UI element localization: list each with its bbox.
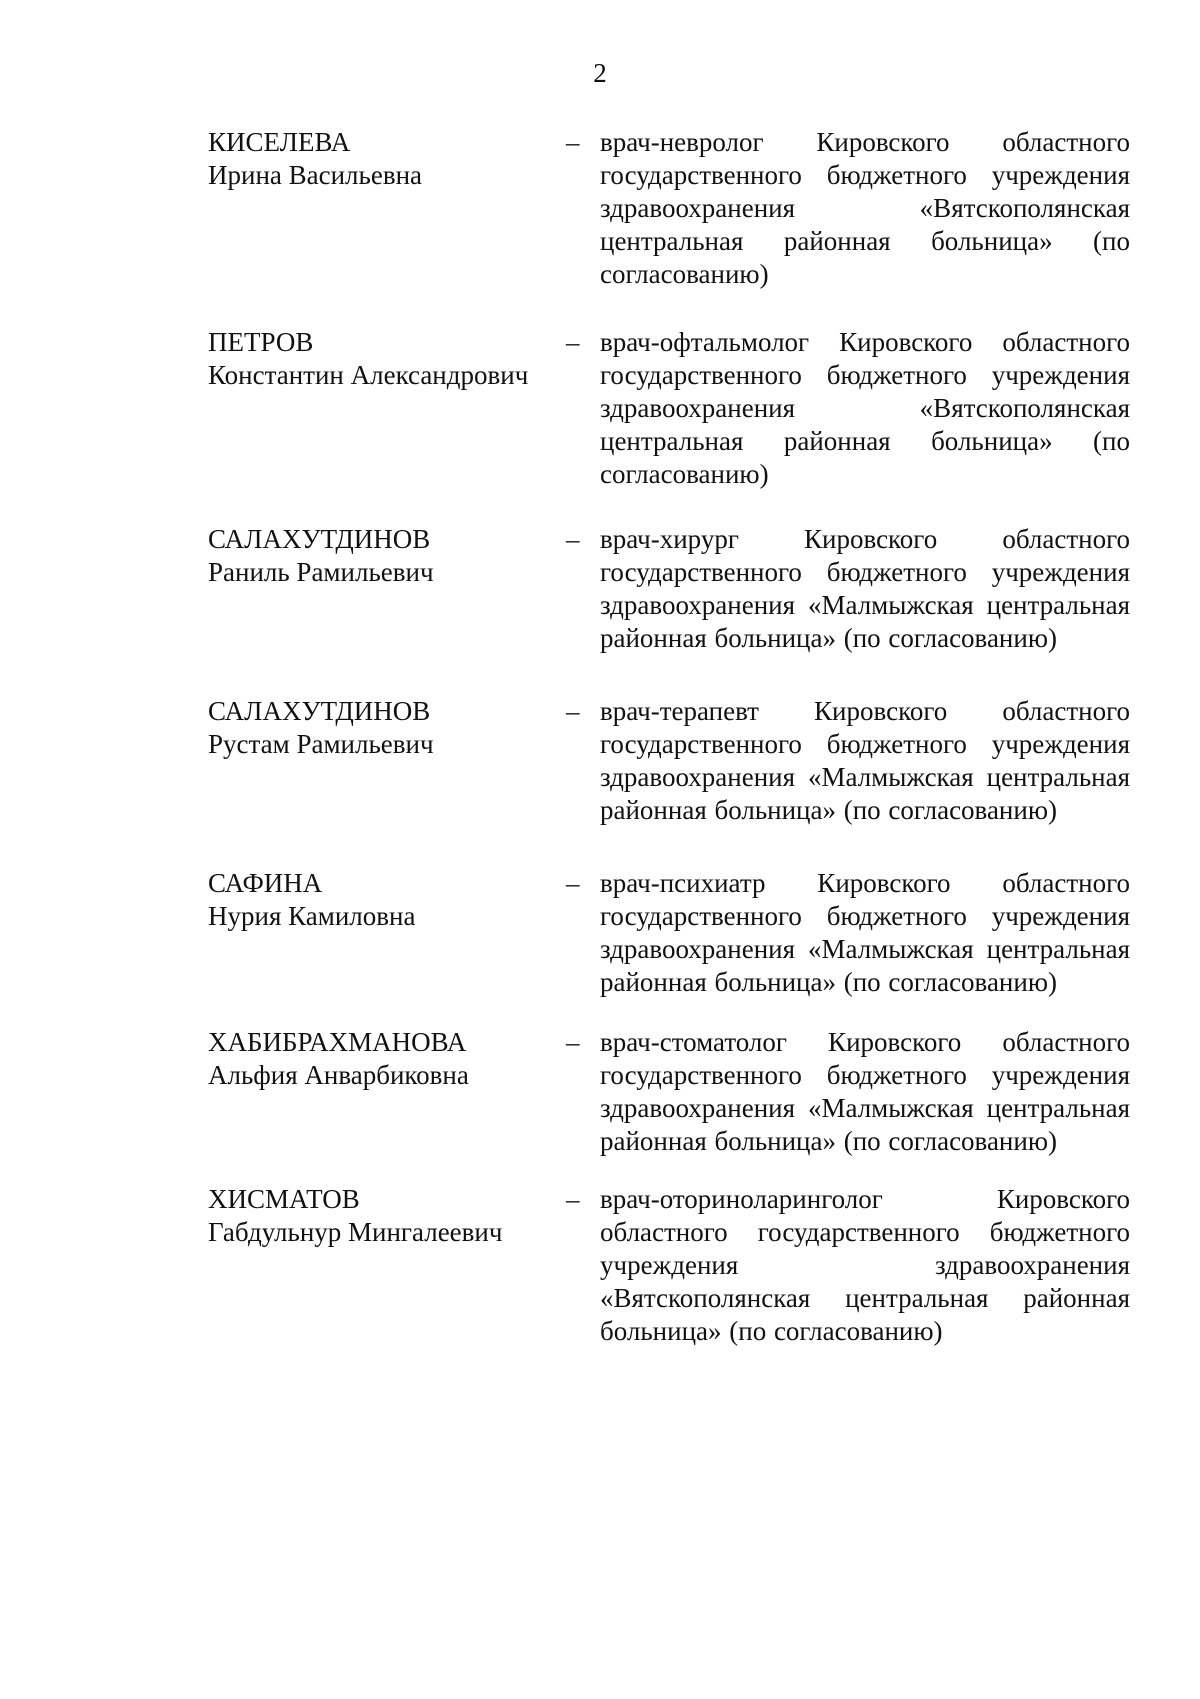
dash-separator: –: [566, 327, 580, 357]
given-names: Рустам Рамильевич: [208, 729, 434, 759]
list-item: [0, 523, 1200, 693]
person-name: [208, 326, 538, 392]
dash-separator: –: [566, 1027, 580, 1057]
person-name: [208, 523, 538, 589]
dash-separator: –: [566, 524, 580, 554]
person-name: [208, 126, 538, 192]
person-name: [208, 1026, 538, 1092]
dash-separator: –: [566, 1184, 580, 1214]
list-item: [0, 695, 1200, 865]
surname: САФИНА: [208, 868, 323, 898]
position-description: врач-психиатр Кировского областного государственного бюджетного учреждения здравоохранения «Малмыжская центральная районная больница» (по согласованию): [600, 868, 1130, 997]
position-description: врач-хирург Кировского областного государственного бюджетного учреждения здравоохранения «Малмыжская центральная районная больница» (по согласованию): [600, 524, 1130, 653]
position-description: врач-оториноларинголог Кировского областного государственного бюджетного учреждения здравоохранения «Вятскополянская центральная районная больница» (по согласованию): [600, 1184, 1130, 1346]
dash-separator: –: [566, 127, 580, 157]
given-names: Константин Александрович: [208, 360, 529, 390]
list-item: [0, 1183, 1200, 1353]
surname: ХАБИБРАХМАНОВА: [208, 1027, 467, 1057]
position-description: врач-офтальмолог Кировского областного государственного бюджетного учреждения здравоохранения «Вятскополянская центральная районная больница» (по согласованию): [600, 327, 1130, 489]
person-name: [208, 1183, 538, 1249]
given-names: Раниль Рамильевич: [208, 557, 434, 587]
surname: КИСЕЛЕВА: [208, 127, 351, 157]
surname: ХИСМАТОВ: [208, 1184, 360, 1214]
position-description: врач-терапевт Кировского областного государственного бюджетного учреждения здравоохранения «Малмыжская центральная районная больница» (по согласованию): [600, 696, 1130, 825]
given-names: Габдульнур Мингалеевич: [208, 1217, 503, 1247]
list-item: [0, 126, 1200, 296]
given-names: Ирина Васильевна: [208, 160, 423, 190]
person-name: [208, 695, 538, 761]
dash-separator: –: [566, 696, 580, 726]
page-number: 2: [593, 58, 607, 88]
dash-separator: –: [566, 868, 580, 898]
surname: САЛАХУТДИНОВ: [208, 524, 431, 554]
surname: САЛАХУТДИНОВ: [208, 696, 431, 726]
given-names: Альфия Анварбиковна: [208, 1060, 469, 1090]
list-item: [0, 1026, 1200, 1196]
surname: ПЕТРОВ: [208, 327, 314, 357]
position-description: врач-стоматолог Кировского областного государственного бюджетного учреждения здравоохранения «Малмыжская центральная районная больница» (по согласованию): [600, 1027, 1130, 1156]
person-name: [208, 867, 538, 933]
given-names: Нурия Камиловна: [208, 901, 416, 931]
list-item: [0, 326, 1200, 496]
position-description: врач-невролог Кировского областного государственного бюджетного учреждения здравоохранения «Вятскополянская центральная районная больница» (по согласованию): [600, 127, 1130, 289]
list-item: [0, 867, 1200, 1037]
